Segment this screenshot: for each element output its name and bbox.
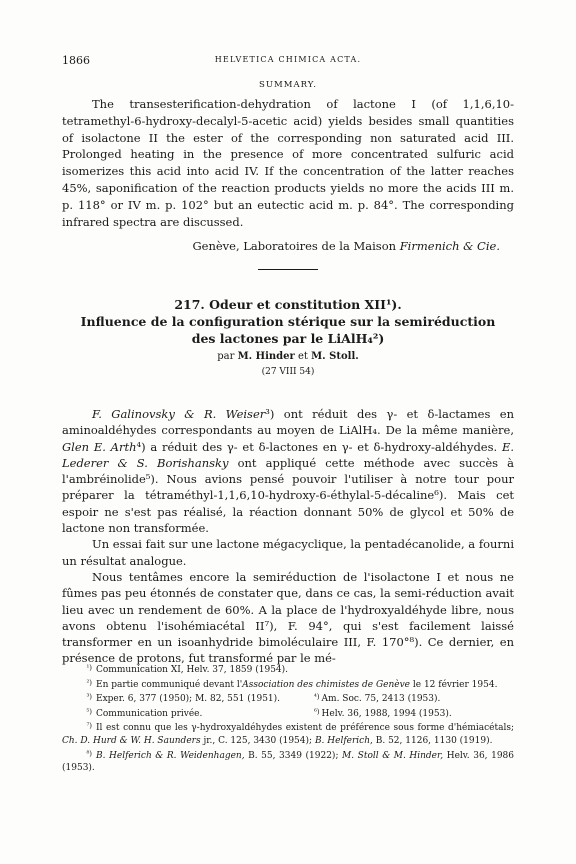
footnote-2-text: En partie communiqué devant l' <box>96 679 243 690</box>
citation-galinovsky-weiser: F. Galinovsky & R. Weiser <box>92 407 266 421</box>
footnote-3-text: Exper. 6, 377 (1950); M. 82, 551 (1951). <box>96 694 281 705</box>
paragraph-1-text-c: ont appliqué cette méthode avec succès à l'ambréinolide⁵). Nous avions pensé pouvoir l'utiliser à notre tour pour préparer la tétraméthyl-1,1,6,10-hydroxy-6-éthylal-5-décaline⁶). Mais cet espoir ne s'est pas réalisé, la réaction donnant 50% de glycol et 50% de lactone non transformée. <box>62 455 515 536</box>
paragraph-3: Nous tentâmes encore la semiréduction de l'isolactone I et nous ne fûmes pas peu étonnés de constater que, dans ce cas, la semi-réduction avait lieu avec un rendement de 60%. A la place de l'hydroxyaldéhyde libre, nous avons obtenu l'isohémiacétal II⁷), F. 94°, qui s'est facilement laissé transformer en un isoanhydride bimoléculaire III, F. 170°⁸). Ce dernier, en présence de protons, fut transformé par le mé- <box>62 569 514 666</box>
footnote-4-marker: ⁴) <box>314 693 320 702</box>
summary-text: The transesterification-dehydration of lactone I (of 1,1,6,10-tetramethyl-6-hydroxy-decalyl-5-acetic acid) yields besides small quantities of isolactone II the ester of the corresponding non saturated acid III. Prolonged heating in the presence of more concentrated sulfuric acid isomerizes this acid into acid IV. If the concentration of the latter reaches 45%, saponification of the reaction products yields no more the acids III m. p. 118° or IV m. p. 102° but an eutectic acid m. p. 84°. The corresponding infrared spectra are discussed. <box>62 97 514 229</box>
citation-arth: Glen E. Arth <box>62 439 137 454</box>
paragraph-1-text-b: ⁴) a réduit des γ- et δ-lactones en γ- et δ-hydroxy-aldéhydes. <box>136 439 498 454</box>
footnote-8-stoll-hinder: M. Stoll & M. Hinder, <box>342 750 444 761</box>
authors-joiner: et <box>297 351 308 362</box>
footnote-7-text-e: B. 52, 1126, 1130 (1919). <box>375 735 493 746</box>
footnote-6-text: Helv. 36, 1988, 1994 (1953). <box>321 708 452 719</box>
footnote-7-helferich: B. Helferich, <box>314 735 373 746</box>
authors-prefix: par <box>217 351 235 362</box>
footnote-8 <box>62 748 514 775</box>
footnote-1-text: Communication XI, Helv. 37, 1859 (1954). <box>96 665 289 675</box>
journal-title: HELVETICA CHIMICA ACTA. <box>214 55 362 64</box>
affiliation-place: Genève, Laboratoires de la Maison <box>192 239 397 254</box>
article-title: 217. Odeur et constitution XII¹). <box>174 297 402 312</box>
paragraph-2: Un essai fait sur une lactone mégacyclique, la pentadécanolide, a fourni un résultat analogue. <box>62 537 514 568</box>
affiliation-firm: Firmenich & Cie. <box>399 239 500 254</box>
footnote-1 <box>62 662 514 677</box>
authors-line <box>62 349 514 364</box>
article-header <box>62 296 514 379</box>
footnote-6 <box>308 706 452 721</box>
author-stoll: M. Stoll. <box>311 351 359 362</box>
summary-section <box>62 80 514 254</box>
running-head <box>62 54 514 68</box>
article-subtitle-line1: Influence de la configuration stérique sur la semiréduction <box>80 314 496 329</box>
article-body <box>62 406 514 667</box>
summary-heading: SUMMARY. <box>259 80 317 90</box>
footnote-5-marker: ⁵) <box>86 707 92 716</box>
footnote-8-marker: ⁸) <box>86 749 92 758</box>
footnote-5 <box>62 706 308 721</box>
footnote-2 <box>62 677 514 692</box>
footnote-7 <box>62 720 514 747</box>
footnote-8-text-d: Helv. 36, 1986 (1953). <box>62 750 514 774</box>
section-divider <box>258 269 318 270</box>
footnote-7-text-a: Il est connu que les γ-hydroxyaldéhydes existent de préférence sous forme d'hémiacétals; <box>96 723 514 734</box>
footnote-5-6-row <box>62 706 514 721</box>
footnote-3-4-row <box>62 691 514 706</box>
footnote-8-text-b: B. 55, 3349 (1922); <box>248 750 339 761</box>
footnote-2-marker: ²) <box>86 678 92 687</box>
article-subtitle-line2: des lactones par le LiAlH₄²) <box>191 331 385 346</box>
footnote-8-helferich-weidenhagen: B. Helferich & R. Weidenhagen, <box>96 750 245 761</box>
footnote-5-text: Communication privée. <box>96 708 203 719</box>
footnote-7-marker: ⁷) <box>86 722 92 731</box>
footnote-2-association: Association des chimistes de Genève <box>242 679 410 690</box>
paragraph-1-text-a: ³) ont réduit des γ- et δ-lactames en aminoaldéhydes correspondants au moyen de LiAlH₄. De la même manière, <box>62 407 514 438</box>
footnote-4 <box>308 691 440 706</box>
footnotes <box>62 662 514 775</box>
footnote-7-hurd-saunders: Ch. D. Hurd & W. H. Saunders <box>62 735 201 746</box>
footnote-4-text: Am. Soc. 75, 2413 (1953). <box>321 694 441 705</box>
page-number: 1866 <box>62 54 90 67</box>
footnote-2-date: le 12 février 1954. <box>412 679 498 690</box>
author-hinder: M. Hinder <box>237 351 295 362</box>
footnote-3-marker: ³) <box>86 693 92 702</box>
paragraph-1 <box>62 406 514 536</box>
footnote-1-marker: ¹) <box>86 664 92 672</box>
footnote-7-text-c: jr., C. 125, 3430 (1954); <box>203 735 313 746</box>
affiliation <box>62 238 514 254</box>
received-date: (27 VIII 54) <box>261 367 315 377</box>
footnote-3 <box>62 691 308 706</box>
footnote-6-marker: ⁶) <box>314 707 320 716</box>
citation-lederer-borishansky: E. Lederer & S. Borishansky <box>62 439 515 470</box>
